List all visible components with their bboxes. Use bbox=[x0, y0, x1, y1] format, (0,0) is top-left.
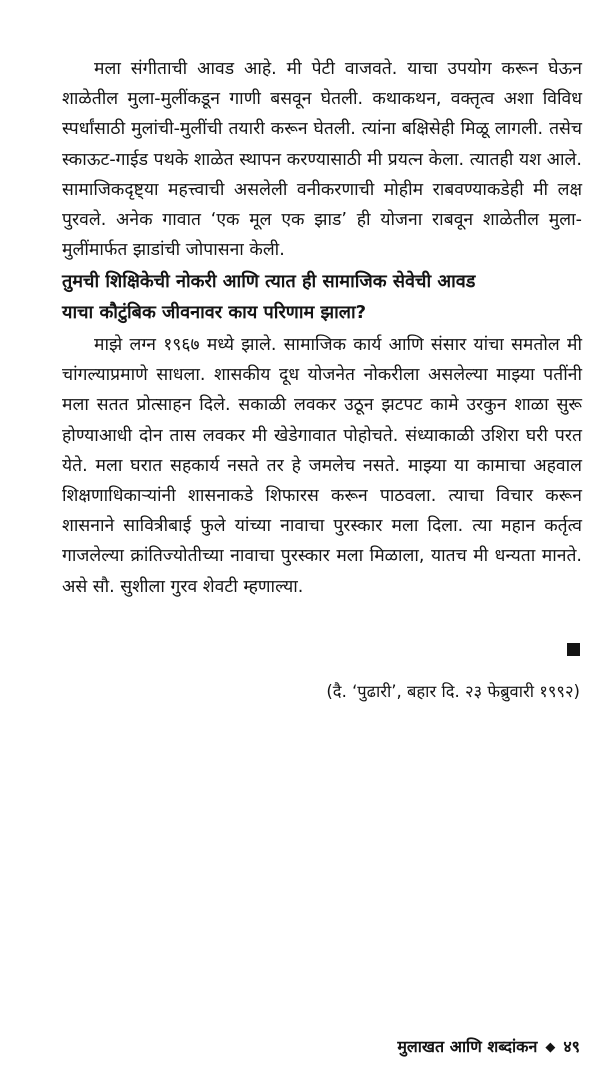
question-line-2: याचा कौटुंबिक जीवनावर काय परिणाम झाला? bbox=[62, 302, 367, 323]
question-line-1: तुमची शिक्षिकेची नोकरी आणि त्यात ही सामाजिक सेवेची आवड bbox=[62, 271, 476, 292]
source-citation: (दै. ‘पुढारी’, बहार दि. २३ फेब्रुवारी १९९२) bbox=[326, 682, 580, 701]
footer-book-title: मुलाखत आणि शब्दांकन bbox=[397, 1037, 538, 1056]
page-footer bbox=[397, 1036, 580, 1059]
paragraph-text: माझे लग्न १९६७ मध्ये झाले. सामाजिक कार्य आणि संसार यांचा समतोल मी चांगल्याप्रमाणे साधला. शासकीय दूध योजनेत नोकरीला असलेल्या माझ्या पतींनी मला सतत प्रोत्साहन दिले. सकाळी लवकर उठून झटपट कामे उरकुन शाळा सुरू होण्याआधी दोन तास लवकर मी खेडेगावात पोहोचते. संध्याकाळी उशिरा घरी परत येते. मला घरात सहकार्य नसते तर हे जमलेच नसते. माझ्या या कामाचा अहवाल शिक्षणाधिकाऱ्यांनी शासनाकडे शिफारस करून पाठवला. त्याचा विचार करून शासनाने सावित्रीबाई फुले यांच्या नावाचा पुरस्कार मला दिला. त्या महान कर्तृत्व गाजलेल्या क्रांतिज्योतीच्या नावाचा पुरस्कार मला मिळाला, यातच मी धन्यता मानते. असे सौ. सुशीला गुरव शेवटी म्हणाल्या. bbox=[62, 335, 582, 597]
paragraph-family-life bbox=[62, 330, 582, 602]
paragraph-text: मला संगीताची आवड आहे. मी पेटी वाजवते. याचा उपयोग करून घेऊन शाळेतील मुला-मुलींकडून गाणी बसवून घेतली. कथाकथन, वक्तृत्व अशा विविध स्पर्धांसाठी मुलांची-मुलींची तयारी करून घेतली. त्यांना बक्षिसेही मिळू लागली. तसेच स्काऊट-गाईड पथके शाळेत स्थापन करण्यासाठी मी प्रयत्न केला. त्यातही यश आले. सामाजिकदृष्ट्या महत्त्वाची असलेली वनीकरणाची मोहीम राबवण्याकडेही मी लक्ष पुरवले. अनेक गावात ‘एक मूल एक झाड’ ही योजना राबवून शाळेतील मुला-मुलींमार्फत झाडांची जोपासना केली. bbox=[62, 59, 582, 261]
end-of-article-square-icon bbox=[567, 643, 580, 656]
paragraph-music-activities bbox=[62, 54, 582, 265]
diamond-separator-icon: ◆ bbox=[545, 1040, 556, 1055]
page-number: ४९ bbox=[563, 1037, 580, 1056]
interview-question bbox=[62, 266, 582, 328]
